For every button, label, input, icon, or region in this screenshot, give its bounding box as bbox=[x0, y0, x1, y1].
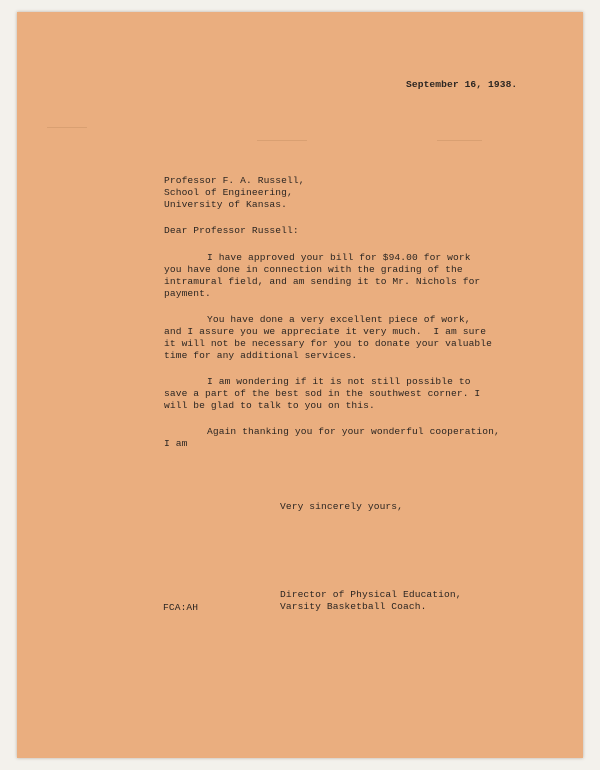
recipient-line: School of Engineering, bbox=[164, 187, 293, 198]
salutation: Dear Professor Russell: bbox=[164, 225, 299, 236]
body-line: intramural field, and am sending it to Mr. Nichols for bbox=[164, 276, 481, 287]
closing: Very sincerely yours, bbox=[280, 501, 404, 512]
body-line: I have approved your bill for $94.00 for work bbox=[207, 252, 471, 263]
recipient-line: Professor F. A. Russell, bbox=[164, 175, 305, 186]
signature-title-line: Varsity Basketball Coach. bbox=[280, 601, 427, 612]
body-line: will be glad to talk to you on this. bbox=[164, 400, 375, 411]
paper-mark bbox=[47, 127, 87, 128]
signature-title-line: Director of Physical Education, bbox=[280, 589, 462, 600]
body-line: You have done a very excellent piece of work, bbox=[207, 314, 471, 325]
body-line: I am bbox=[164, 438, 188, 449]
body-line: payment. bbox=[164, 288, 211, 299]
recipient-line: University of Kansas. bbox=[164, 199, 288, 210]
body-line: Again thanking you for your wonderful cooperation, bbox=[207, 426, 500, 437]
paper-mark bbox=[257, 140, 307, 141]
body-line: save a part of the best sod in the southwest corner. I bbox=[164, 388, 481, 399]
body-line: it will not be necessary for you to donate your valuable bbox=[164, 338, 493, 349]
letter-page bbox=[17, 12, 583, 758]
body-line: I am wondering if it is not still possible to bbox=[207, 376, 471, 387]
paper-mark bbox=[437, 140, 482, 141]
typist-initials: FCA:AH bbox=[163, 602, 199, 613]
letter-date: September 16, 1938. bbox=[406, 79, 518, 90]
body-line: time for any additional services. bbox=[164, 350, 358, 361]
body-line: you have done in connection with the grading of the bbox=[164, 264, 463, 275]
body-line: and I assure you we appreciate it very much. I am sure bbox=[164, 326, 487, 337]
